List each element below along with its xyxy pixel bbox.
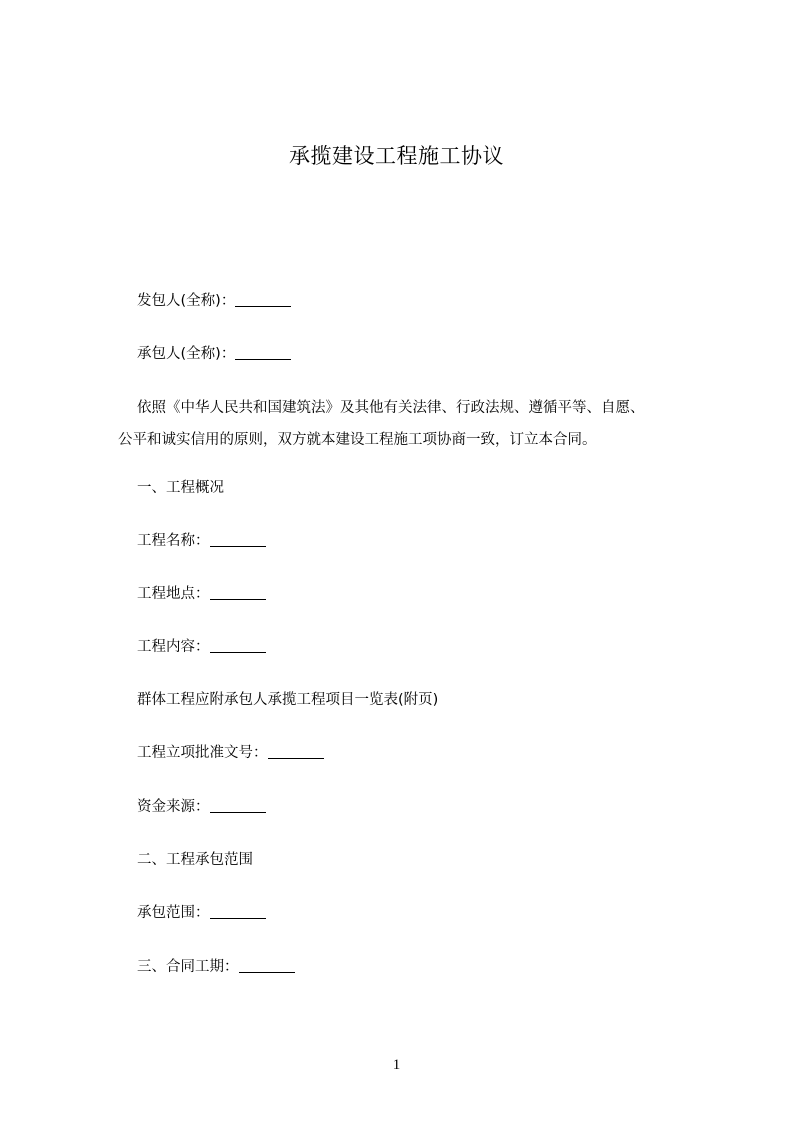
project-location-line [137, 584, 266, 604]
group-project-note: 群体工程应附承包人承揽工程项目一览表(附页) [137, 692, 439, 708]
funding-source-line [137, 797, 266, 817]
approval-number-line [137, 743, 324, 763]
project-content-label: 工程内容： [137, 639, 210, 655]
scope-blank[interactable] [210, 904, 266, 919]
contractor-blank[interactable] [235, 345, 291, 360]
approval-number-label: 工程立项批准文号： [137, 745, 268, 761]
section-3-line [137, 957, 295, 977]
contract-period-blank[interactable] [239, 958, 295, 973]
employer-label: 发包人(全称)： [137, 293, 236, 309]
approval-number-blank[interactable] [268, 744, 324, 759]
project-name-label: 工程名称： [137, 533, 210, 549]
page-number: 1 [392, 1057, 401, 1073]
project-location-blank[interactable] [210, 585, 266, 600]
section-2-heading: 二、工程承包范围 [137, 852, 253, 868]
contractor-line [137, 344, 291, 364]
contractor-label: 承包人(全称)： [137, 346, 236, 362]
section-3-heading: 三、合同工期： [137, 959, 239, 975]
preamble-line-1: 依照《中华人民共和国建筑法》及其他有关法律、行政法规、遵循平等、自愿、 [137, 400, 645, 416]
funding-source-blank[interactable] [210, 798, 266, 813]
preamble-line-2: 公平和诚实信用的原则，双方就本建设工程施工项协商一致，订立本合同。 [118, 432, 597, 448]
employer-line [137, 291, 291, 311]
project-content-line [137, 637, 266, 657]
section-1-heading: 一、工程概况 [137, 480, 224, 496]
project-content-blank[interactable] [210, 638, 266, 653]
preamble-paragraph [118, 392, 688, 456]
document-title: 承揽建设工程施工协议 [289, 144, 504, 168]
project-name-line [137, 531, 266, 551]
project-name-blank[interactable] [210, 532, 266, 547]
project-location-label: 工程地点： [137, 586, 210, 602]
employer-blank[interactable] [235, 292, 291, 307]
scope-line [137, 903, 266, 923]
scope-label: 承包范围： [137, 905, 210, 921]
funding-source-label: 资金来源： [137, 799, 210, 815]
